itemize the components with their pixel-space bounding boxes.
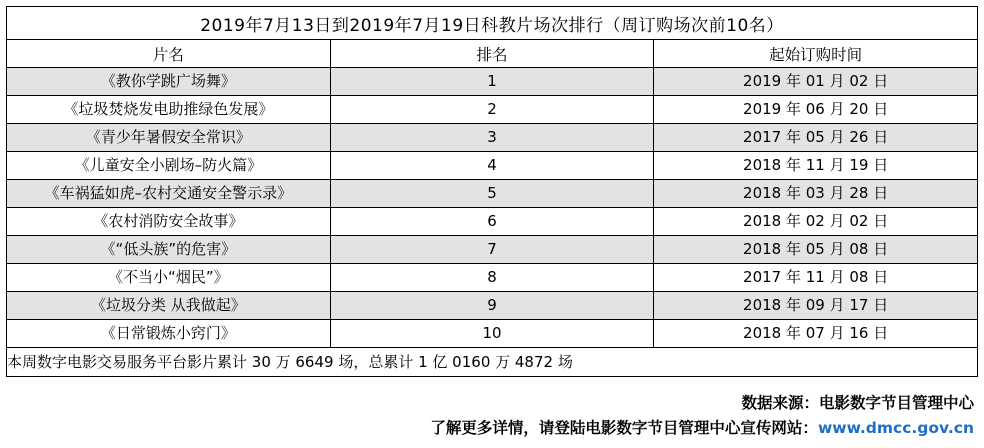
film-name: 《不当小“烟民”》 — [7, 264, 331, 292]
film-name: 《垃圾分类 从我做起》 — [7, 292, 331, 320]
film-rank: 3 — [330, 124, 654, 152]
table-row — [7, 152, 978, 180]
film-start-date: 2018 年 09 月 17 日 — [654, 292, 978, 320]
table-row — [7, 180, 978, 208]
film-start-date: 2017 年 11 月 08 日 — [654, 264, 978, 292]
film-start-date: 2018 年 07 月 16 日 — [654, 320, 978, 348]
film-rank: 10 — [330, 320, 654, 348]
table-footnote-row — [7, 348, 978, 377]
table-body — [7, 7, 978, 377]
table-row — [7, 124, 978, 152]
film-name: 《农村消防安全故事》 — [7, 208, 331, 236]
table-row — [7, 96, 978, 124]
table-row — [7, 68, 978, 96]
table-row — [7, 264, 978, 292]
film-rank: 1 — [330, 68, 654, 96]
film-name: 《日常锻炼小窍门》 — [7, 320, 331, 348]
website-link[interactable]: www.dmcc.gov.cn — [817, 419, 974, 437]
film-start-date: 2018 年 03 月 28 日 — [654, 180, 978, 208]
table-row — [7, 208, 978, 236]
film-name: 《“低头族”的危害》 — [7, 236, 331, 264]
film-name: 《垃圾焚烧发电助推绿色发展》 — [7, 96, 331, 124]
footer-notes — [0, 391, 984, 441]
table-title: 2019年7月13日到2019年7月19日科教片场次排行（周订购场次前10名） — [7, 7, 978, 40]
table-row — [7, 320, 978, 348]
website-prefix: 了解更多详情，请登陆电影数字节目管理中心宣传网站： — [430, 419, 818, 437]
column-header-date: 起始订购时间 — [654, 40, 978, 68]
film-name: 《儿童安全小剧场–防火篇》 — [7, 152, 331, 180]
website-line — [0, 416, 974, 441]
table-row — [7, 236, 978, 264]
film-rank: 6 — [330, 208, 654, 236]
film-rank: 9 — [330, 292, 654, 320]
film-start-date: 2018 年 05 月 08 日 — [654, 236, 978, 264]
film-start-date: 2018 年 02 月 02 日 — [654, 208, 978, 236]
table-row — [7, 292, 978, 320]
column-header-rank: 排名 — [330, 40, 654, 68]
film-start-date: 2019 年 06 月 20 日 — [654, 96, 978, 124]
film-start-date: 2018 年 11 月 19 日 — [654, 152, 978, 180]
column-header-name: 片名 — [7, 40, 331, 68]
film-rank: 5 — [330, 180, 654, 208]
film-name: 《青少年暑假安全常识》 — [7, 124, 331, 152]
screening-ranking-table — [6, 6, 978, 377]
film-rank: 8 — [330, 264, 654, 292]
film-name: 《教你学跳广场舞》 — [7, 68, 331, 96]
cumulative-screenings-note: 本周数字电影交易服务平台影片累计 30 万 6649 场，总累计 1 亿 0160 万 4872 场 — [7, 348, 978, 377]
report-page — [0, 6, 984, 448]
data-source-line: 数据来源：电影数字节目管理中心 — [741, 394, 974, 412]
film-rank: 4 — [330, 152, 654, 180]
table-title-row — [7, 7, 978, 40]
film-name: 《车祸猛如虎–农村交通安全警示录》 — [7, 180, 331, 208]
film-rank: 7 — [330, 236, 654, 264]
film-rank: 2 — [330, 96, 654, 124]
table-header-row — [7, 40, 978, 68]
film-start-date: 2019 年 01 月 02 日 — [654, 68, 978, 96]
film-start-date: 2017 年 05 月 26 日 — [654, 124, 978, 152]
